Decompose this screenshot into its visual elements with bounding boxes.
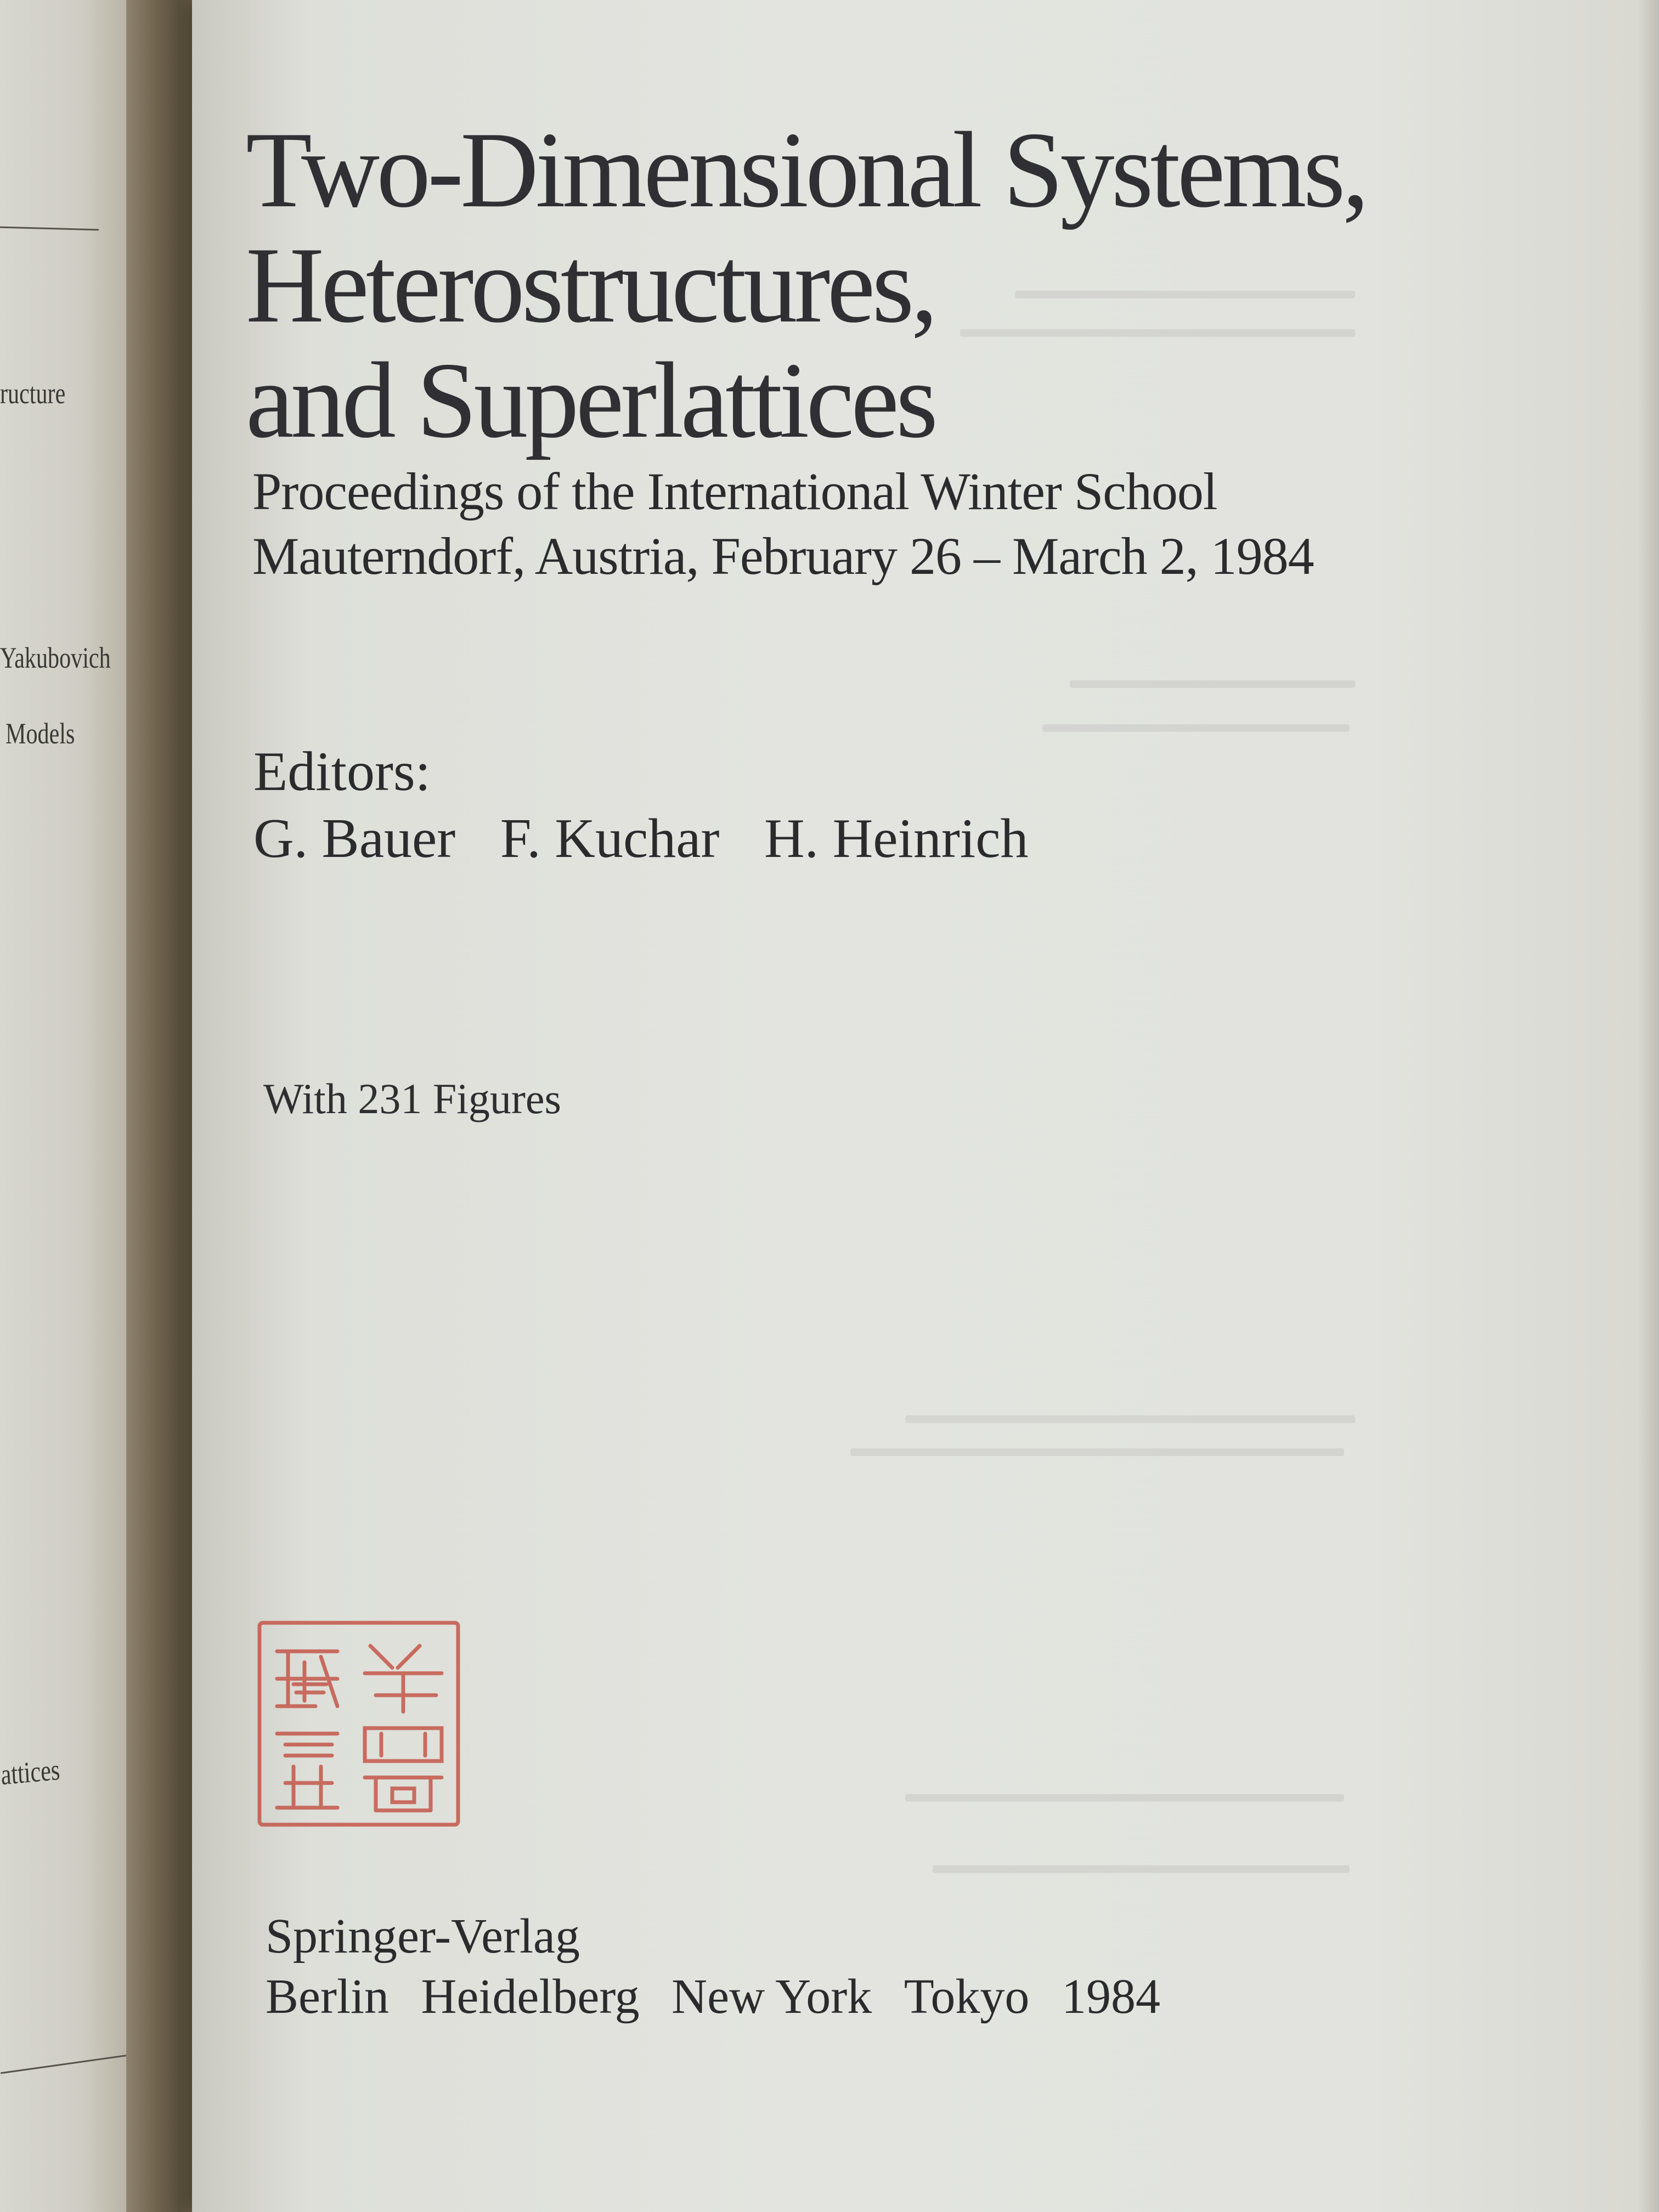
editors-list	[253, 806, 1059, 871]
publisher-cities-year	[266, 1968, 1180, 2025]
show-through-mark	[933, 1865, 1350, 1873]
editor-name: G. Bauer	[253, 808, 456, 870]
show-through-mark	[1070, 680, 1355, 688]
editor-name: F. Kuchar	[500, 808, 720, 870]
left-page-rule-bottom	[1, 2053, 137, 2074]
publisher-name: Springer-Verlag	[266, 1909, 580, 1963]
show-through-mark	[905, 1794, 1344, 1802]
proceedings-subtitle-line-2: Mauterndorf, Austria, February 26 – March 2, 1984	[252, 527, 1314, 585]
left-page-fragment: attices	[0, 1753, 61, 1791]
book-title-line-1: Two-Dimensional Systems,	[246, 110, 1367, 230]
show-through-mark	[1015, 291, 1355, 298]
publisher-city: Heidelberg	[421, 1970, 640, 2024]
editor-name: H. Heinrich	[764, 808, 1029, 870]
publisher-city: Tokyo	[904, 1970, 1030, 2024]
publication-year: 1984	[1061, 1970, 1160, 2024]
title-page	[192, 0, 1659, 2212]
show-through-mark	[905, 1415, 1355, 1423]
show-through-mark	[960, 329, 1355, 337]
figures-note: With 231 Figures	[263, 1075, 561, 1122]
proceedings-subtitle-line-1: Proceedings of the International Winter School	[252, 462, 1217, 521]
show-through-mark	[850, 1448, 1344, 1456]
book-title-line-2: Heterostructures,	[246, 225, 935, 345]
show-through-mark	[1042, 724, 1350, 732]
publisher-city: Berlin	[266, 1970, 389, 2024]
left-page-fragment: Models	[5, 717, 75, 750]
library-seal-stamp	[255, 1618, 462, 1829]
editors-label: Editors:	[253, 741, 431, 803]
left-page-fragment: ructure	[0, 377, 66, 410]
book-title-line-3: and Superlattices	[246, 340, 935, 460]
publisher-city: New York	[672, 1970, 872, 2024]
left-page-fragment: Yakubovich	[0, 641, 111, 674]
left-page-rule-top	[0, 227, 99, 231]
